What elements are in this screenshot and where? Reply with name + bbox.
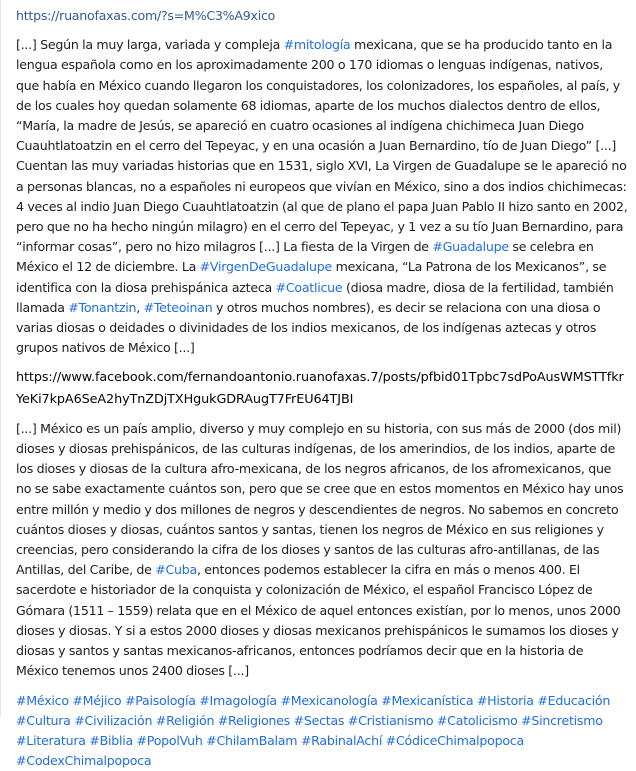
- hashtag-item[interactable]: #Mexicanología: [280, 693, 377, 708]
- text: mexicana, que se ha producido tanto en la lengua española como en los aproximadamente 200 o 170 idiomas o lenguas indígenas, nativos, que había en México cuando llegaron los conquistadores, los colonizadores, los españoles, al país, y de los cuales hoy quedan solamente 68 idiomas, aparte de los muchos dialectos dentro de ellos, “María, la madre de Jesús, se apareció en cuatro ocasiones al indígena chichimeca Juan Diego Cuauhtlatoatzin en el cerro del Tepeyac, y en una ocasión a Juan Bernardino, tío de Juan Diego” [...] Cuentan las muy variadas historias que en 1531, siglo XVI, La Virgen de Guadalupe se le apareció no a personas blancas, no a españoles ni europeos que vivían en México, sino a dos indios chichimecas: 4 veces al indio Juan Diego Cuauhtlatoatzin (al que de plano el papa Juan Pablo II hizo santo en 2002, pero que no ha hecho ningún milagro) en el cerro del Tepeyac, y 1 vez a su tío Juan Bernardino, para “informar cosas”, pero no hizo milagros [...] La fiesta de la Virgen de: [16, 37, 628, 254]
- hashtag-item[interactable]: #Historia: [477, 693, 534, 708]
- hashtag-item[interactable]: #CódiceChimalpopoca: [386, 733, 524, 748]
- search-url-link[interactable]: https://ruanofaxas.com/?s=M%C3%A9xico: [16, 8, 275, 23]
- hashtag-item[interactable]: #Cultura: [16, 713, 71, 728]
- facebook-post-link[interactable]: https://www.facebook.com/fernandoantonio.ruanofaxas.7/posts/pfbid01Tpbc7sdPoAusWMSTTfkrYeKi7kpA6SeA2hyTnZDjTXHgukGDRAugT7FrEU64TJBI: [16, 370, 624, 406]
- hashtag-item[interactable]: #Educación: [537, 693, 610, 708]
- hashtag-mitologia[interactable]: #mitología: [284, 37, 351, 52]
- text: (diosa madre, diosa de la fertilidad, también llamada: [16, 280, 614, 315]
- text: ,: [136, 300, 143, 315]
- hashtag-item[interactable]: #PopolVuh: [137, 733, 203, 748]
- hashtag-item[interactable]: #Religión: [156, 713, 214, 728]
- hashtag-tonantzin[interactable]: #Tonantzin: [68, 300, 136, 315]
- hashtag-item[interactable]: #RabinalAchí: [301, 733, 382, 748]
- hashtag-coatlicue[interactable]: #Coatlicue: [276, 280, 343, 295]
- text: y otros muchos nombres), es decir se relaciona con una diosa o varias diosas o deidades o divinidades de los indios mexicanos, de los indígenas aztecas y otros grupos nativos de México [...]: [16, 300, 600, 355]
- hashtag-item[interactable]: #Imagología: [199, 693, 277, 708]
- hashtag-cuba[interactable]: #Cuba: [155, 562, 197, 577]
- text: , entonces podemos establecer la cifra en más o menos 400. El sacerdote e historiador de la conquista y colonización de México, el español Francisco López de Gómara (1511 – 1559) relata que en el México de aquel entonces existían, por lo menos, unos 2000 dioses y diosas. Y si a estos 2000 dioses y diosas mexicanos prehispánicos le sumamos los dioses y diosas y santos y santas mexicanos-africanos, entonces podríamos decir que en la historia de México tenemos unos 2400 dioses [...]: [16, 562, 621, 678]
- facebook-url-paragraph: [16, 367, 628, 409]
- hashtag-item[interactable]: #Sincretismo: [521, 713, 603, 728]
- hashtag-teteoinan[interactable]: #Teteoinan: [144, 300, 213, 315]
- hashtag-item[interactable]: #Paisología: [125, 693, 196, 708]
- hashtag-item[interactable]: #Méjico: [72, 693, 121, 708]
- text: [...] Según la muy larga, variada y compleja: [16, 37, 284, 52]
- hashtag-item[interactable]: #Mexicanística: [381, 693, 473, 708]
- text: [...] México es un país amplio, diverso y muy complejo en su historia, con sus más de 2000 (dos mil) dioses y diosas prehispánicos, de las culturas indígenas, de los amerindios, de los indios, aparte de los dioses y diosas de la cultura afro-mexicana, de los negros africanos, de los afromexicanos, que no se sabe exactamente cuántos son, pero que se cree que en estos momentos en México hay unos entre millón y medio y dos millones de negros y descendientes de negros. No sabemos en concreto cuántos dioses y diosas, cuántos santos y santas, tienen los negros de México en sus religiones y creencias, pero considerando la cifra de los dioses y santos de las culturas afro-antillanas, de las Antillas, del Caribe, de: [16, 421, 623, 577]
- hashtag-item[interactable]: #Biblia: [89, 733, 133, 748]
- hashtag-item[interactable]: #Literatura: [16, 733, 86, 748]
- quote-paragraph-2: [16, 419, 628, 682]
- text: mexicana, “La Patrona de los Mexicanos”, se identifica con la diosa prehispánica azteca: [16, 259, 606, 294]
- text: se celebra en México el 12 de diciembre. La: [16, 239, 594, 274]
- hashtag-item[interactable]: #Cristianismo: [348, 713, 434, 728]
- hashtag-item[interactable]: #Civilización: [74, 713, 152, 728]
- hashtag-guadalupe[interactable]: #Guadalupe: [432, 239, 508, 254]
- hashtag-list: [16, 691, 628, 771]
- hashtag-item[interactable]: #CodexChimalpopoca: [16, 753, 151, 768]
- quote-paragraph-1: [16, 35, 628, 358]
- hashtag-item[interactable]: #México: [16, 693, 69, 708]
- search-url-paragraph: [16, 6, 628, 26]
- hashtag-item[interactable]: #Sectas: [294, 713, 345, 728]
- hashtag-item[interactable]: #ChilamBalam: [206, 733, 297, 748]
- hashtag-item[interactable]: #Catolicismo: [437, 713, 518, 728]
- hashtag-item[interactable]: #Religiones: [218, 713, 290, 728]
- hashtag-virgen-de-guadalupe[interactable]: #VirgenDeGuadalupe: [200, 259, 332, 274]
